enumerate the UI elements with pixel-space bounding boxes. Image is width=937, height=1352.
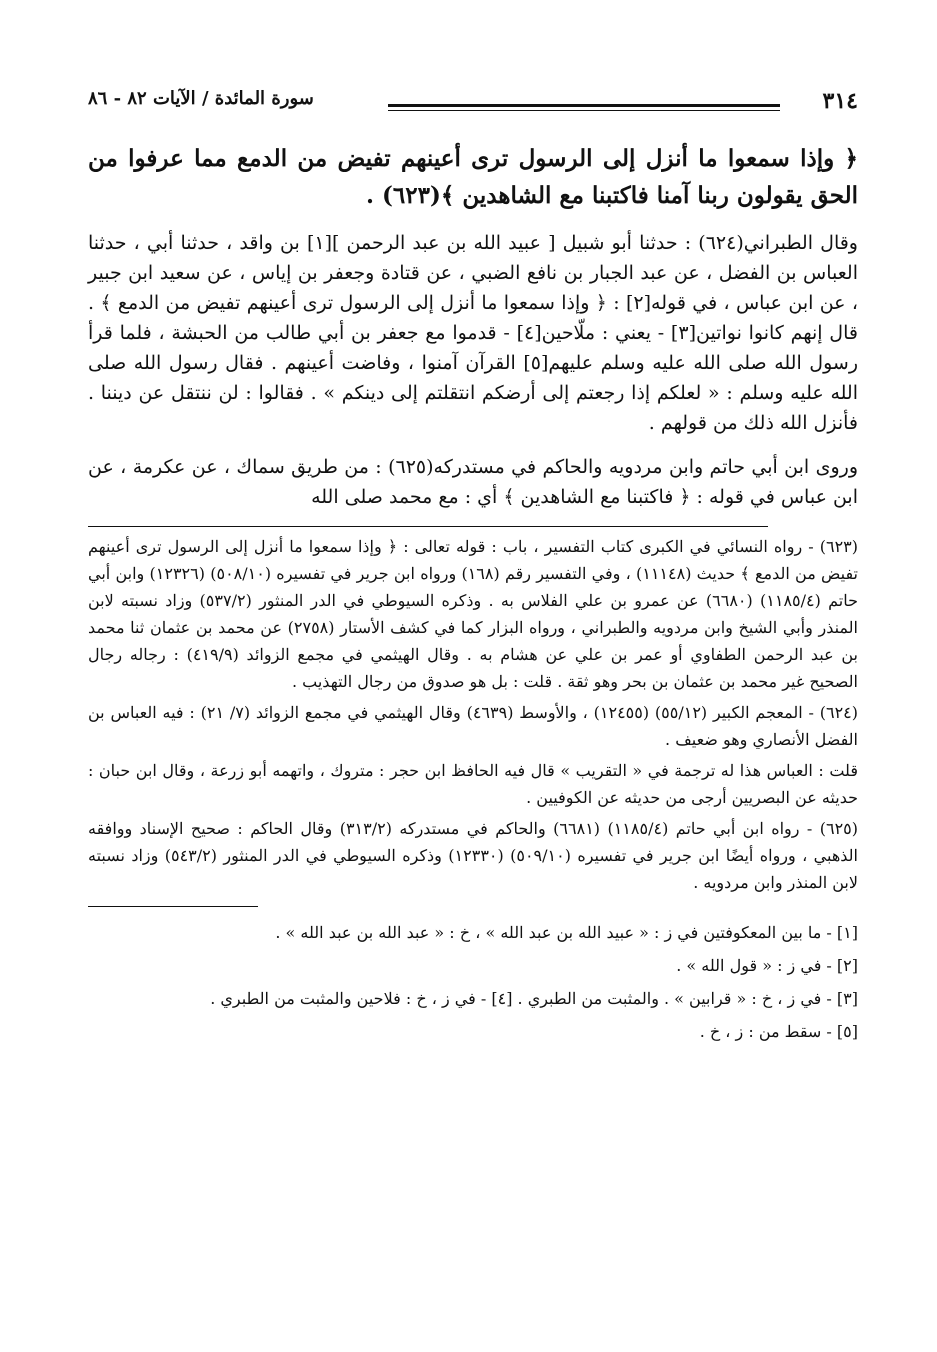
apparatus-note-2: [٢] - في ز : « قول الله » . — [676, 956, 858, 975]
apparatus-note-3-4: [٣] - في ز ، خ : « قرابين » . والمثبت من الطبري . [٤] - في ز ، خ : فلاحين والمثبت من الطبري . — [210, 989, 858, 1008]
footnote-625: (٦٢٥) - رواه ابن أبي حاتم (١١٨٥/٤) (٦٦٨١) والحاكم في مستدركه (٣١٣/٢) وقال الحاكم : صحيح الإسناد ووافقه الذهبي ، ورواه أيضًا ابن جرير في تفسيره (٥٠٩/١٠) (١٢٣٣٠) وذكره السيوطي في الدر المنثور (٥٤٣/٢) وزاد نسبته لابن المنذر وابن مردويه . — [88, 819, 859, 892]
footnotes — [88, 533, 858, 896]
page-number: ٣١٤ — [822, 88, 858, 114]
book-page — [88, 88, 858, 1051]
main-text — [88, 228, 858, 512]
footnote-divider — [88, 526, 768, 527]
apparatus-divider — [88, 906, 258, 907]
footnote-623: (٦٢٣) - رواه النسائي في الكبرى كتاب التفسير ، باب : قوله تعالى : ﴿ وإذا سمعوا ما أنزل إلى الرسول ترى أعينهم تفيض من الدمع ﴾ حديث (١١١٤٨) ، وفي التفسير رقم (١٦٨) ورواه ابن جرير في تفسيره (٥٠٨/١٠) (١٢٣٢٦) وابن أبي حاتم (١١٨٥/٤) (٦٦٨٠) عن عمرو بن علي الفلاس به . وذكره السيوطي في الدر المنثور (٥٣٧/٢) وزاد نسبته لابن المنذر وأبي الشيخ وابن مردويه والطبراني ، ورواه البزار كما في كشف الأستار (٢٧٥٨) عن محمد بن عثمان ثنا محمد بن عبد الرحمن الطفاوي أو عمر بن علي عن هشام به . وقال الهيثمي في مجمع الزوائد (٤١٩/٩) : رجاله رجال الصحيح غير محمد بن عثمان بن بحر وهو ثقة . قلت : بل هو صدوق من رجال التهذيب . — [88, 537, 859, 691]
paragraph-ibn-abi-hatim: وروى ابن أبي حاتم وابن مردويه والحاكم في مستدركه(٦٢٥) : من طريق سماك ، عن عكرمة ، عن ابن عباس في قوله : ﴿ فاكتبنا مع الشاهدين ﴾ أي : مع محمد صلى الله — [88, 456, 858, 508]
footnote-624-note: قلت : العباس هذا له ترجمة في « التقريب » قال فيه الحافظ ابن حجر : متروك ، واتهمه أبو زرعة ، وقال ابن حبان : حديثه عن البصريين أرجى من حديثه عن الكوفيين . — [88, 761, 858, 807]
footnote-624: (٦٢٤) - المعجم الكبير (٥٥/١٢) (١٢٤٥٥) ، والأوسط (٤٦٣٩) وقال الهيثمي في مجمع الزوائد (٧/ ٢١) : فيه العباس بن الفضل الأنصاري وهو ضعيف . — [88, 703, 858, 749]
header-rule — [388, 104, 780, 107]
apparatus-note-1: [١] - ما بين المعكوفتين في ز : « عبيد الله بن عبد الله » ، خ : « عبد الله بن عبد الله » . — [275, 923, 858, 942]
quran-verse: ﴿ وإذا سمعوا ما أنزل إلى الرسول ترى أعينهم تفيض من الدمع مما عرفوا من الحق يقولون ربنا آمنا فاكتبنا مع الشاهدين ﴾(٦٢٣) . — [88, 145, 858, 209]
critical-apparatus — [88, 919, 858, 1045]
page-header — [88, 88, 858, 122]
apparatus-note-5: [٥] - سقط من : ز ، خ . — [699, 1022, 858, 1041]
paragraph-tabarani: وقال الطبراني(٦٢٤) : حدثنا أبو شبيل [ عبيد الله بن عبد الرحمن ][١] بن واقد ، حدثنا أبي ، حدثنا العباس بن الفضل ، عن عبد الجبار بن نافع الضبي ، عن قتادة وجعفر بن إياس ، عن سعيد ابن جبير ، عن ابن عباس ، في قوله[٢] : ﴿ وإذا سمعوا ما أنزل إلى الرسول ترى أعينهم تفيض من الدمع ﴾ . قال إنهم كانوا نواتين[٣] - يعني : ملّاحين[٤] - قدموا مع جعفر بن أبي طالب من الحبشة ، فلما قرأ رسول الله صلى الله عليه وسلم عليهم[٥] القرآن آمنوا ، وفاضت أعينهم . فقال رسول الله صلى الله عليه وسلم : « لعلكم إذا رجعتم إلى أرضكم انتقلتم إلى دينكم » . فقالوا : لن ننتقل عن ديننا . فأنزل الله ذلك من قولهم . — [88, 232, 858, 434]
running-title: سورة المائدة / الآيات ٨٢ - ٨٦ — [88, 88, 314, 109]
